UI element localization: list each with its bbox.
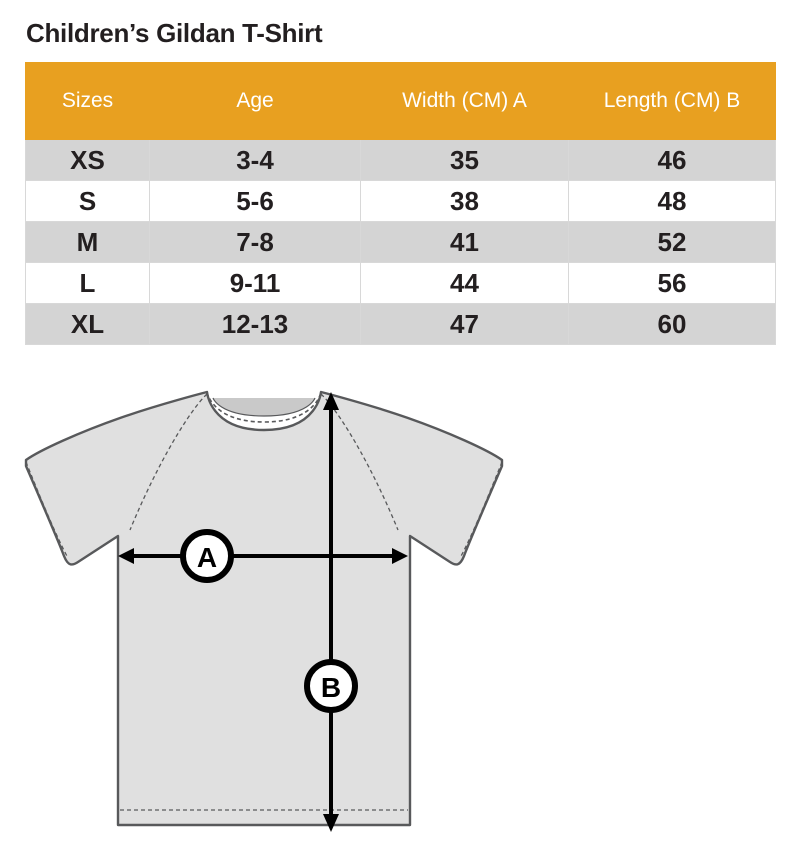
column-header-length: Length (CM) B: [569, 63, 776, 140]
cell-width: 38: [361, 181, 569, 222]
cell-size: S: [26, 181, 150, 222]
tshirt-illustration: [26, 392, 502, 825]
column-header-sizes: Sizes: [26, 63, 150, 140]
cell-size: XL: [26, 304, 150, 345]
length-marker-label: B: [320, 672, 342, 703]
table-body: [26, 140, 776, 345]
cell-age: 7-8: [150, 222, 361, 263]
cell-age: 12-13: [150, 304, 361, 345]
cell-size: XS: [26, 140, 150, 181]
cell-length: 60: [569, 304, 776, 345]
table-row: [26, 181, 776, 222]
column-header-age: Age: [150, 63, 361, 140]
table-header-row: [26, 63, 776, 140]
cell-length: 48: [569, 181, 776, 222]
table-row: [26, 140, 776, 181]
table-row: [26, 263, 776, 304]
cell-width: 35: [361, 140, 569, 181]
page-title: Children’s Gildan T-Shirt: [26, 18, 323, 48]
width-marker-label: A: [196, 542, 218, 573]
cell-length: 56: [569, 263, 776, 304]
tshirt-measurement-diagram: [0, 370, 800, 857]
cell-age: 5-6: [150, 181, 361, 222]
table-header: [26, 63, 776, 140]
collar-inner-shape: [213, 398, 315, 416]
cell-length: 52: [569, 222, 776, 263]
cell-age: 3-4: [150, 140, 361, 181]
cell-length: 46: [569, 140, 776, 181]
cell-width: 44: [361, 263, 569, 304]
shirt-outline-path: [26, 392, 502, 825]
cell-size: L: [26, 263, 150, 304]
table-row: [26, 304, 776, 345]
size-chart-table: [25, 62, 776, 345]
cell-width: 47: [361, 304, 569, 345]
cell-age: 9-11: [150, 263, 361, 304]
cell-width: 41: [361, 222, 569, 263]
cell-size: M: [26, 222, 150, 263]
column-header-width: Width (CM) A: [361, 63, 569, 140]
table-row: [26, 222, 776, 263]
